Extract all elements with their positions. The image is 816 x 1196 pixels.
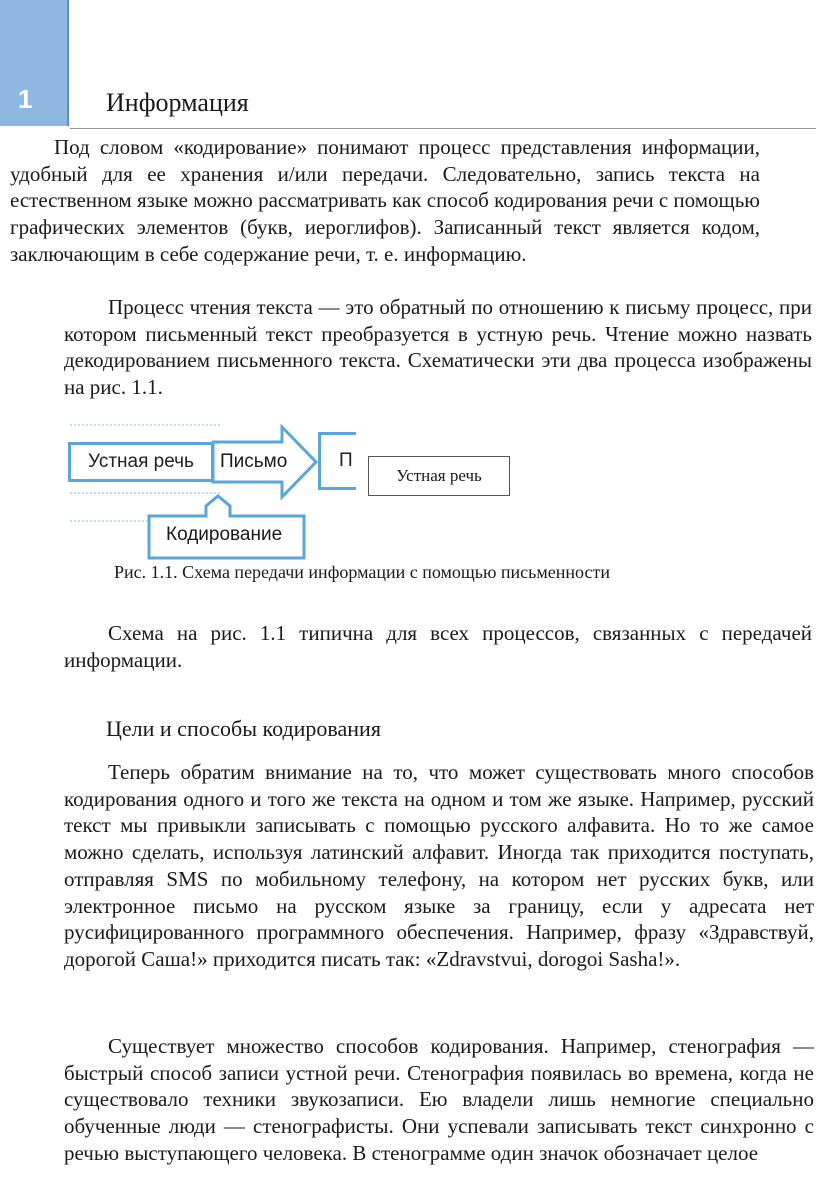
box-coding-label: Кодирование [166,524,283,545]
paragraph-1: Под словом «кодирование» понимают процесс представления информации, удобный для ее хранения и/или передачи. Следовательно, запись текста на естественном языке можно рассматривать как способ кодирования речи с помощью графических элементов (букв, иероглифов). Записанный текст является кодом, заключающим в себе содержание речи, т. е. информацию. [10,135,760,266]
paragraph-4: Теперь обратим внимание на то, что может существовать много способов кодирования одного и того же текста на одном и том же языке. Например, русский текст мы привыкли записывать с помощью русского алфавита. Но то же самое можно сделать, используя латинский алфавит. Иногда так приходится поступать, отправляя SMS по мобильному телефону, на котором нет русских букв, или электронное письмо на русском языке за границу, если у адресата нет русифицированного программного обеспечения. Например, фразу «Здравствуй, дорогой Саша!» приходится писать так: «Zdravstvui, dorogoi Sasha!». [64,760,814,971]
paragraph-3: Схема на рис. 1.1 типична для всех процессов, связанных с передачей информации. [64,621,812,672]
box-oral-speech-output-label: Устная речь [396,466,482,485]
paragraph-5: Существует множество способов кодирования. Например, стенография — быстрый способ записи устной речи. Стенография появилась во времена, когда не существовало техники звукозаписи. Ею владели лишь немногие специально обученные люди — стенографисты. Они успевали записывать текст синхронно с речью выступающего человека. В стенограмме один значок обозначает целое [64,1034,814,1165]
chapter-number: 1 [18,84,33,114]
box-writing-label: Письмо [220,451,288,472]
box-partial [318,432,356,490]
figure-guide-line [70,424,220,426]
chapter-number-tab [0,0,69,126]
box-oral-speech [68,442,214,482]
box-oral-speech-label: Устная речь [88,451,194,472]
section-subheading: Цели и способы кодирования [106,716,381,741]
title-rule [70,128,816,129]
box-partial-label: П [339,450,353,471]
box-oral-speech-output [368,456,510,496]
chapter-title: Информация [106,88,249,117]
paragraph-2: Процесс чтения текста — это обратный по отношению к письму процесс, при котором письменный текст преобразуется в устную речь. Чтение можно назвать декодированием письменного текста. Схематически эти два процесса изображены на рис. 1.1. [64,295,812,400]
figure-caption: Рис. 1.1. Схема передачи информации с помощью письменности [114,562,610,582]
